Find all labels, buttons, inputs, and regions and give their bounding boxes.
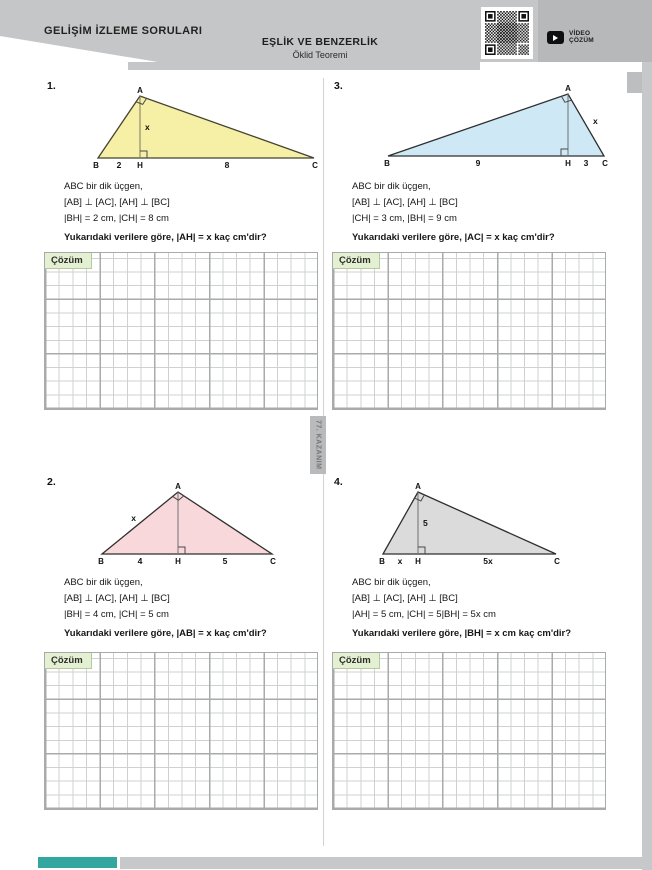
segment-label-HC: 5 [222,556,228,566]
vertex-label-B: B [384,159,390,168]
vertex-label-H: H [415,557,421,566]
problem-2-figure [96,480,281,568]
vertex-label-C: C [312,161,318,170]
unknown-label-x: x [593,116,598,126]
header-center-extension [128,62,480,70]
segment-label-BH: 2 [116,160,122,170]
problem-4-statement [352,575,571,642]
side-tab [310,416,326,474]
problem-1-number: 1. [47,80,56,92]
solution-grid-2 [44,652,318,810]
qr-code-icon [485,11,529,55]
problem-4-figure [378,480,563,568]
right-margin-strip [642,62,652,870]
vertex-label-A: A [415,482,421,491]
statement-line: ABC bir dik üçgen, [64,181,143,192]
altitude-label: 5 [423,518,428,528]
problem-2-question: Yukarıdaki verilere göre, |AB| = x kaç cm'dir? [64,628,267,639]
problem-3-question: Yukarıdaki verilere göre, |AC| = x kaç cm'dir? [352,232,555,243]
problem-3-figure [380,82,610,170]
vertex-label-A: A [137,86,143,95]
solution-label: Çözüm [45,253,92,269]
segment-label-HC: 8 [224,160,230,170]
bottom-margin-strip [120,857,652,869]
statement-line: |AH| = 5 cm, |CH| = 5|BH| = 5x cm [352,609,496,620]
vertex-label-C: C [554,557,560,566]
statement-line: ABC bir dik üçgen, [64,577,143,588]
problem-4-number: 4. [334,476,343,488]
problem-3-number: 3. [334,80,343,92]
statement-line: |BH| = 2 cm, |CH| = 8 cm [64,213,169,224]
unknown-label-x: x [145,122,150,132]
triangle [98,96,314,158]
video-solution-label [569,30,594,44]
triangle [388,94,604,156]
solution-label: Çözüm [333,653,380,669]
video-solution-chip [538,0,652,62]
vertex-label-A: A [175,482,181,491]
vertex-label-C: C [602,159,608,168]
segment-label-HC: 3 [583,158,589,168]
header-wedge [0,36,158,62]
triangle [383,492,556,554]
problem-2-statement [64,575,267,642]
bottom-accent-bar [38,857,117,868]
vertex-label-H: H [175,557,181,566]
solution-label: Çözüm [45,653,92,669]
statement-line: [AB] ⊥ [AC], [AH] ⊥ [BC] [64,593,170,604]
segment-label-BH: x [397,556,403,566]
vertex-label-H: H [137,161,143,170]
problem-3-statement [352,179,555,246]
video-label-line1: VİDEO [569,30,591,37]
statement-line: |CH| = 3 cm, |BH| = 9 cm [352,213,457,224]
statement-line: [AB] ⊥ [AC], [AH] ⊥ [BC] [64,197,170,208]
page-subtitle: Öklid Teoremi [292,50,348,60]
qr-code [481,7,533,59]
side-tab-label: 77. KAZANIM [314,420,322,470]
problem-1-figure [92,84,322,172]
vertex-label-B: B [98,557,104,566]
video-label-line2: ÇÖZÜM [569,37,594,44]
solution-grid-4 [332,652,606,810]
statement-line: [AB] ⊥ [AC], [AH] ⊥ [BC] [352,197,458,208]
vertex-label-A: A [565,84,571,93]
problem-2-number: 2. [47,476,56,488]
segment-label-BH: 4 [137,556,143,566]
play-icon [547,31,564,44]
vertex-label-C: C [270,557,276,566]
vertex-label-B: B [93,161,99,170]
statement-line: |BH| = 4 cm, |CH| = 5 cm [64,609,169,620]
segment-label-HC: 5x [483,556,493,566]
segment-label-BH: 9 [475,158,481,168]
triangle [102,492,272,554]
problem-4-question: Yukarıdaki verilere göre, |BH| = x cm kaç cm'dir? [352,628,572,639]
problem-1-question: Yukarıdaki verilere göre, |AH| = x kaç cm'dir? [64,232,267,243]
solution-label: Çözüm [333,253,380,269]
statement-line: [AB] ⊥ [AC], [AH] ⊥ [BC] [352,593,458,604]
statement-line: ABC bir dik üçgen, [352,577,431,588]
vertex-label-B: B [379,557,385,566]
page-title: EŞLİK VE BENZERLİK [261,36,379,48]
statement-line: ABC bir dik üçgen, [352,181,431,192]
solution-grid-3 [332,252,606,410]
unknown-label-x: x [131,513,136,523]
solution-grid-1 [44,252,318,410]
header-left-title: GELİŞİM İZLEME SORULARI [44,25,203,37]
vertex-label-H: H [565,159,571,168]
problem-1-statement [64,179,267,246]
